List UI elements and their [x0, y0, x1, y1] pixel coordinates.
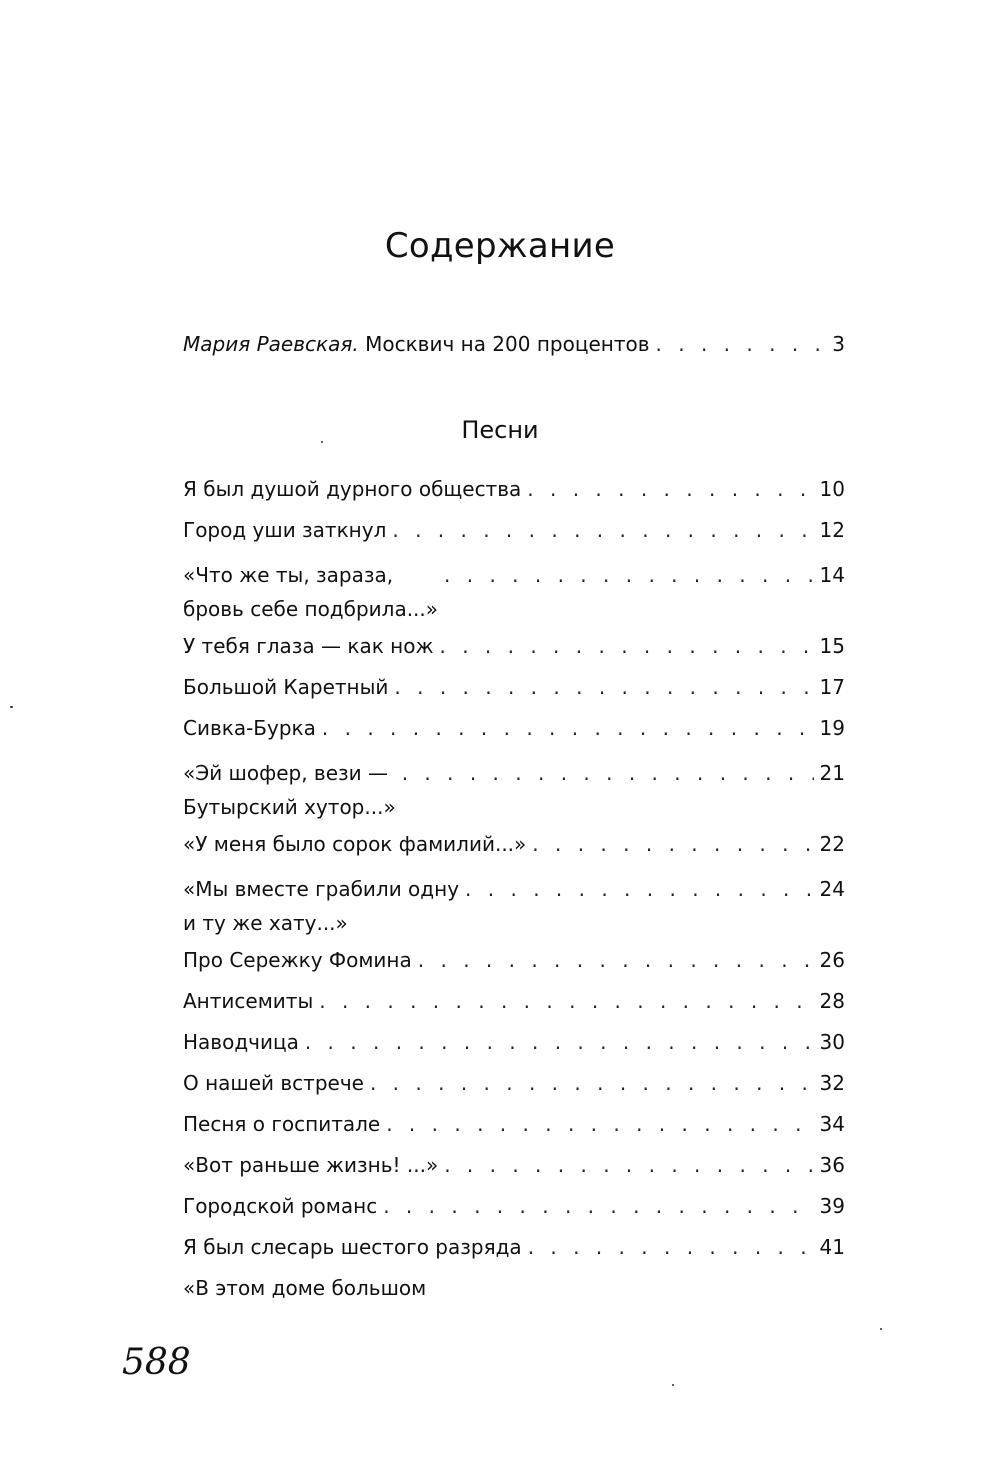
toc-entry-page-number: 39	[819, 1194, 845, 1218]
toc-entry-page-number: 24	[819, 877, 845, 901]
toc-entry	[183, 667, 845, 708]
toc-entry-page-number: 34	[819, 1112, 845, 1136]
page-title: Содержание	[384, 226, 616, 266]
leader-dots	[394, 667, 813, 708]
leader-dots	[319, 981, 813, 1022]
leader-dots	[444, 1145, 813, 1186]
toc-entry-title-line: Наводчица	[183, 1030, 299, 1054]
toc-entry-page-number: 32	[819, 1071, 845, 1095]
toc-entry-title-line: бровь себе подбрила...»	[183, 597, 439, 621]
toc-entry-page-number: 41	[819, 1235, 845, 1259]
leader-dots	[383, 1186, 813, 1227]
toc-entry-title-line: Городской романс	[183, 1194, 378, 1218]
section-title: Песни	[461, 416, 539, 444]
page-folio: 588	[122, 1342, 191, 1383]
toc-entry	[183, 940, 845, 981]
toc-entry-intro	[183, 324, 845, 365]
toc-entry-page-number: 14	[819, 563, 845, 587]
toc-entry	[183, 1104, 845, 1145]
leader-dots	[465, 869, 814, 910]
scan-speck	[880, 1328, 882, 1330]
toc-entry-page-number: 17	[819, 675, 845, 699]
toc-entry-title-line: «Вот раньше жизнь! ...»	[183, 1153, 439, 1177]
intro-title: Москвич на 200 процентов	[365, 332, 650, 356]
leader-dots	[418, 940, 814, 981]
toc-entry-page-number: 19	[819, 716, 845, 740]
leader-dots	[305, 1022, 814, 1063]
toc-entry	[183, 510, 845, 551]
toc-entry-page-number: 10	[819, 477, 845, 501]
leader-dots	[532, 824, 813, 865]
toc-entry	[183, 1022, 845, 1063]
toc-entry-title-line: «Эй шофер, вези —	[183, 761, 388, 785]
toc-entry-title-line: Сивка-Бурка	[183, 716, 316, 740]
toc-entry	[183, 1145, 845, 1186]
toc-entry	[183, 708, 845, 749]
toc-entry	[183, 469, 845, 510]
leader-dots	[322, 708, 814, 749]
leader-dots	[402, 753, 814, 794]
toc-entry-title-line: Про Сережку Фомина	[183, 948, 412, 972]
toc-entry-title-line: «Что же ты, зараза,	[183, 563, 394, 587]
leader-dots	[527, 469, 813, 510]
toc-entry-page-number: 30	[819, 1030, 845, 1054]
leader-dots	[370, 1063, 814, 1104]
toc-entry-title-line: О нашей встрече	[183, 1071, 364, 1095]
toc-entry-title-line: У тебя глаза — как нож	[183, 634, 434, 658]
toc-entry-page-number: 12	[819, 518, 845, 542]
toc-entry-title-line: и ту же хату...»	[183, 911, 348, 935]
toc-entry-title-line: Я был слесарь шестого разряда	[183, 1235, 522, 1259]
toc-intro	[183, 324, 845, 365]
intro-page-number: 3	[832, 332, 845, 356]
toc-entry	[183, 1227, 845, 1268]
toc-entry-title-line: Большой Каретный	[183, 675, 389, 699]
toc-entry-title-line: Я был душой дурного общества	[183, 477, 522, 501]
toc-entry-partial: «В этом доме большом	[183, 1276, 427, 1300]
intro-author: Мария Раевская.	[183, 332, 359, 356]
toc-entry-title-line: Город уши заткнул	[183, 518, 387, 542]
toc-entry	[183, 981, 845, 1022]
toc-entry-page-number: 21	[819, 761, 845, 785]
toc-entry	[183, 749, 845, 824]
toc-entry	[183, 1063, 845, 1104]
scan-speck	[672, 1384, 674, 1386]
toc-entry	[183, 1186, 845, 1227]
scan-speck	[10, 706, 13, 708]
toc-entry-title-line: «Мы вместе грабили одну	[183, 877, 460, 901]
leader-dots	[392, 510, 813, 551]
toc-entry-title-line: Бутырский хутор...»	[183, 795, 396, 819]
leader-dots	[386, 1104, 813, 1145]
toc-entry	[183, 865, 845, 940]
toc-entry-page-number: 15	[819, 634, 845, 658]
toc-entry-page-number: 26	[819, 948, 845, 972]
leader-dots	[528, 1227, 814, 1268]
toc-entry	[183, 824, 845, 865]
toc-entry-title-line: «У меня было сорок фамилий...»	[183, 832, 527, 856]
toc-entry-title-line: Антисемиты	[183, 989, 314, 1013]
toc-entry	[183, 551, 845, 626]
toc-entry	[183, 626, 845, 667]
toc-entry-page-number: 36	[819, 1153, 845, 1177]
leader-dots	[656, 324, 827, 365]
toc-entry-page-number: 28	[819, 989, 845, 1013]
toc-songs-list	[183, 469, 845, 1309]
leader-dots	[444, 555, 814, 596]
scan-speck	[321, 441, 323, 443]
leader-dots	[439, 626, 813, 667]
toc-entry-page-number: 22	[819, 832, 845, 856]
toc-entry-title-line: Песня о госпитале	[183, 1112, 381, 1136]
